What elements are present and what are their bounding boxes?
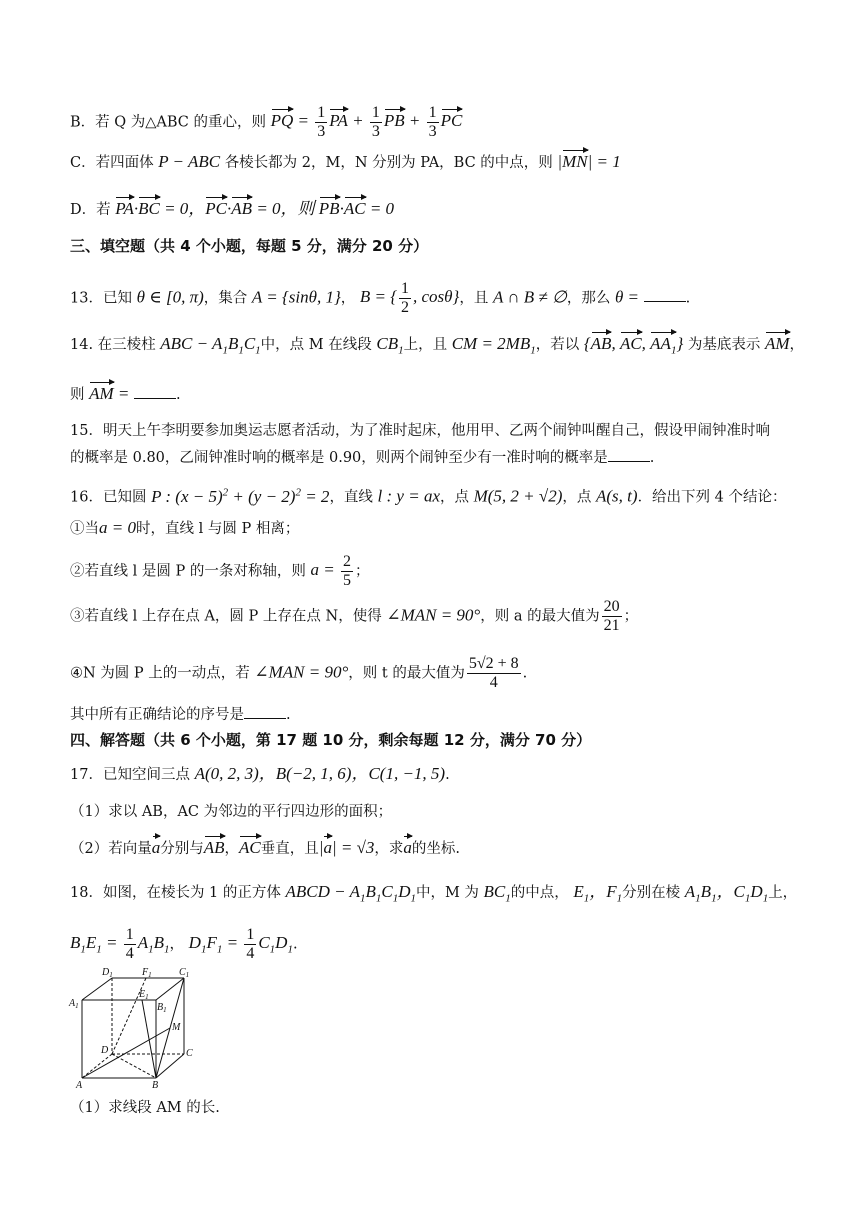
option-c-label: C．若四面体 [70, 155, 154, 171]
q18-t3: 分别在棱 [622, 885, 681, 901]
basis: {AB, AC, $AA_1$} [584, 334, 683, 353]
option-d-label: D．若 [70, 202, 111, 218]
label-c: C [186, 1048, 193, 1059]
vec-ac: AC [239, 838, 261, 857]
seg-bc1: $BC_1$ [483, 882, 511, 905]
q14-t1: 中，点 M 在线段 [260, 337, 372, 353]
q17-p2e: 的坐标. [411, 841, 461, 857]
label-f1: $F_1$ [142, 967, 152, 979]
question-14-line2: 则 AM = . [70, 384, 181, 403]
blank [608, 447, 650, 462]
q16-c4: ④N 为圆 P 上的一动点，若 ∠MAN = 90°，则 t 的最大值为 $\frac{5√2 + 8}{4}$ . [70, 655, 528, 691]
q16-c3: ③若直线 l 上存在点 A，圆 P 上存在点 N，使得 ∠MAN = 90°，则 a 的最大值为 $\frac{20}{21}$ ； [70, 598, 639, 634]
question-14: 14. 在三棱柱 ABC − $A_1B_1C_1$中，点 M 在线段 $CB_1$上，且 CM = $2MB_1$，若以 {AB, AC, $AA_1$} 为基底表示 AM， [70, 334, 804, 360]
option-b-label: B．若 Q 为△ABC 的重心，则 [70, 114, 267, 131]
q16-c3b: ，则 a 的最大值为 [480, 608, 600, 625]
q16-t1: ，直线 [329, 489, 373, 506]
q18-t4: 上， [768, 885, 798, 901]
q16-c3-text: ③若直线 l 上存在点 A，圆 P 上存在点 N，使得 [70, 608, 382, 625]
q16-c1b: 时，直线 l 与圆 P 相离； [135, 521, 300, 537]
label-b: B [152, 1080, 159, 1090]
q18-t2: 的中点， [510, 885, 569, 901]
option-c-text: 各棱长都为 2，M，N 分别为 PA，BC 的中点，则 [224, 155, 553, 171]
blank [244, 704, 286, 719]
q18-t1: 中，M 为 [415, 885, 479, 901]
question-16 [70, 482, 787, 508]
vec-am-2: AM = [89, 384, 130, 403]
blank [134, 384, 176, 399]
label-a: A [76, 1080, 83, 1090]
vec-am: AM [764, 334, 790, 353]
formula-b: PQ = $\frac{1}{3}$ PA + $\frac{1}{3}$ PB + $\frac{1}{3}$ PC [270, 104, 463, 140]
norm-a: |a| = √3 [318, 838, 375, 857]
line-db [112, 1054, 156, 1078]
q14-t5: 则 [70, 387, 85, 403]
q16-t3: ，点 [562, 489, 592, 506]
edge-a1d1 [82, 978, 112, 1000]
formula-d: PA·BC = 0，PC·AB = 0，则 PB·AC = 0 [115, 199, 395, 218]
q16-t2: ，点 [440, 489, 469, 506]
b1e1: $B_1E_1$ = $\frac{1}{4}$ $A_1B_1$ [70, 926, 170, 962]
q16-c2: ②若直线 l 是圆 P 的一条对称轴，则 a = $\frac{2}{5}$ ； [70, 553, 370, 589]
q13-setB: B = { $\frac{1}{2}$ , cosθ} [359, 280, 460, 316]
q13-num: 13．已知 [70, 290, 132, 307]
question-18 [70, 882, 797, 908]
line-e1b [142, 1000, 156, 1078]
label-e1: $E_1$ [139, 989, 149, 1001]
q17-p2b: 分别与 [160, 841, 204, 857]
question-13: 13．已知 θ ∈ [0, π)，集合 A = {sinθ, 1}， B = { $\frac{1}{2}$ , cosθ}，且 A ∩ B ≠ ∅，那么 θ = . [70, 280, 691, 316]
q16-c2-text: ②若直线 l 是圆 P 的一条对称轴，则 [70, 563, 306, 580]
points-abc: A(0, 2, 3)，B(−2, 1, 6)，C(1, −1, 5) [194, 764, 446, 783]
option-c [70, 152, 621, 173]
edge-bc [156, 1054, 184, 1078]
q18-part1: （1）求线段 AM 的长. [70, 1100, 220, 1116]
q15-line2: 的概率是 0.80，乙闹钟准时响的概率是 0.90，则两个闹钟至少有一准时响的概率是 [70, 450, 608, 466]
q13-t3: ，那么 [566, 290, 611, 307]
option-d [70, 199, 394, 220]
label-d: D [101, 1045, 109, 1056]
question-15-line1: 15．明天上午李明要参加奥运志愿者活动，为了准时起床，他用甲、乙两个闹钟叫醒自己，假设甲闹钟准时响 [70, 423, 770, 439]
q16-c4-text: ④N 为圆 P 上的一动点，若 [70, 665, 250, 682]
q13-setA: A = {sinθ, 1} [251, 287, 341, 307]
label-m: M [172, 1022, 181, 1033]
line-l: l : y = ax [377, 486, 440, 506]
q17-part1: （1）求以 AB，AC 为邻边的平行四边形的面积； [70, 804, 393, 820]
q16-t4: ．给出下列 4 个结论： [637, 489, 787, 506]
q13-theta: θ ∈ [0, π) [136, 287, 204, 307]
q13-cond: A ∩ B ≠ ∅ [492, 287, 567, 307]
vec-a-2: a [403, 838, 412, 857]
q17-num: 17．已知空间三点 [70, 767, 190, 783]
vec-ab: AB [203, 838, 225, 857]
d1f1: $D_1F_1$ = $\frac{1}{4}$ $C_1D_1$ [188, 926, 293, 962]
q16-c1 [70, 518, 299, 539]
cube-figure [68, 964, 198, 1090]
blank [644, 287, 686, 302]
section-4-title: 四、解答题（共 6 个小题，第 17 题 10 分，剩余每题 12 分，满分 70 分） [70, 731, 592, 749]
angle-man-2: ∠MAN = 90° [254, 662, 349, 682]
tetrahedron: P − ABC [158, 152, 221, 171]
label-a1: $A_1$ [69, 998, 79, 1010]
vec-a: a [151, 838, 161, 857]
q13-t1: ，集合 [203, 290, 248, 307]
q17-p2c: 垂直，且 [260, 841, 319, 857]
q17-p2a: （2）若向量 [70, 841, 152, 857]
point-a: A(s, t) [596, 486, 638, 506]
label-c1: $C_1$ [179, 967, 190, 979]
q14-num: 14. 在三棱柱 [70, 337, 156, 353]
q14-t3: ，若以 [535, 337, 580, 353]
formula-c: |MN| = 1 [557, 152, 621, 171]
edges: $A_1B_1$，$C_1D_1$ [684, 882, 769, 905]
max-a: $\frac{20}{21}$ [603, 598, 620, 634]
a-zero: a = 0 [99, 518, 136, 537]
question-17: 17．已知空间三点 A(0, 2, 3)，B(−2, 1, 6)，C(1, −1, 5). [70, 764, 450, 783]
option-b [70, 104, 462, 141]
cube: ABCD − $A_1B_1C_1D_1$ [285, 882, 416, 905]
seg-cb1: $CB_1$ [376, 334, 404, 357]
max-t: $\frac{5√2 + 8}{4}$ [468, 655, 519, 691]
point-m: M(5, 2 + √2) [473, 486, 563, 506]
q18-num: 18．如图，在棱长为 1 的正方体 [70, 885, 281, 901]
edge-c1b1 [156, 978, 184, 1000]
q16-num: 16．已知圆 [70, 489, 147, 506]
a-val: a = $\frac{2}{5}$ [310, 553, 351, 589]
label-b1: $B_1$ [157, 1002, 167, 1014]
e1f1: $E_1$，$F_1$ [573, 882, 623, 905]
q17-part2: （2）若向量a分别与AB，AC垂直，且|a| = √3，求a的坐标. [70, 838, 461, 857]
label-d1: $D_1$ [102, 967, 113, 979]
q16-end-text: 其中所有正确结论的序号是 [70, 707, 244, 723]
question-15-line2: 的概率是 0.80，乙闹钟准时响的概率是 0.90，则两个闹钟至少有一准时响的概率是 . [70, 447, 654, 468]
q18-conditions: $B_1E_1$ = $\frac{1}{4}$ $A_1B_1$， $D_1F_1$ = $\frac{1}{4}$ $C_1D_1$. [70, 926, 298, 962]
cm-eq: CM = $2MB_1$ [451, 334, 536, 357]
q14-t2: 上，且 [403, 337, 448, 353]
q16-c4b: ，则 t 的最大值为 [348, 665, 465, 682]
line-am [82, 1028, 170, 1078]
section-3-title: 三、填空题（共 4 个小题，每题 5 分，满分 20 分） [70, 237, 429, 255]
edge-ad [82, 1054, 112, 1078]
angle-man: ∠MAN = 90° [386, 605, 481, 625]
q13-ans: θ = [614, 287, 640, 307]
q16-c1-text: ①当 [70, 521, 99, 537]
q17-p2d: ，求 [374, 841, 404, 857]
q16-end: 其中所有正确结论的序号是 . [70, 704, 291, 725]
q13-t2: ，且 [459, 290, 489, 307]
prism: ABC − $A_1B_1C_1$ [160, 334, 261, 357]
q14-t4: 为基底表示 [687, 337, 761, 353]
circle-p: P : $(x - 5)^2 + (y - 2)^2 = 2$ [151, 486, 330, 506]
